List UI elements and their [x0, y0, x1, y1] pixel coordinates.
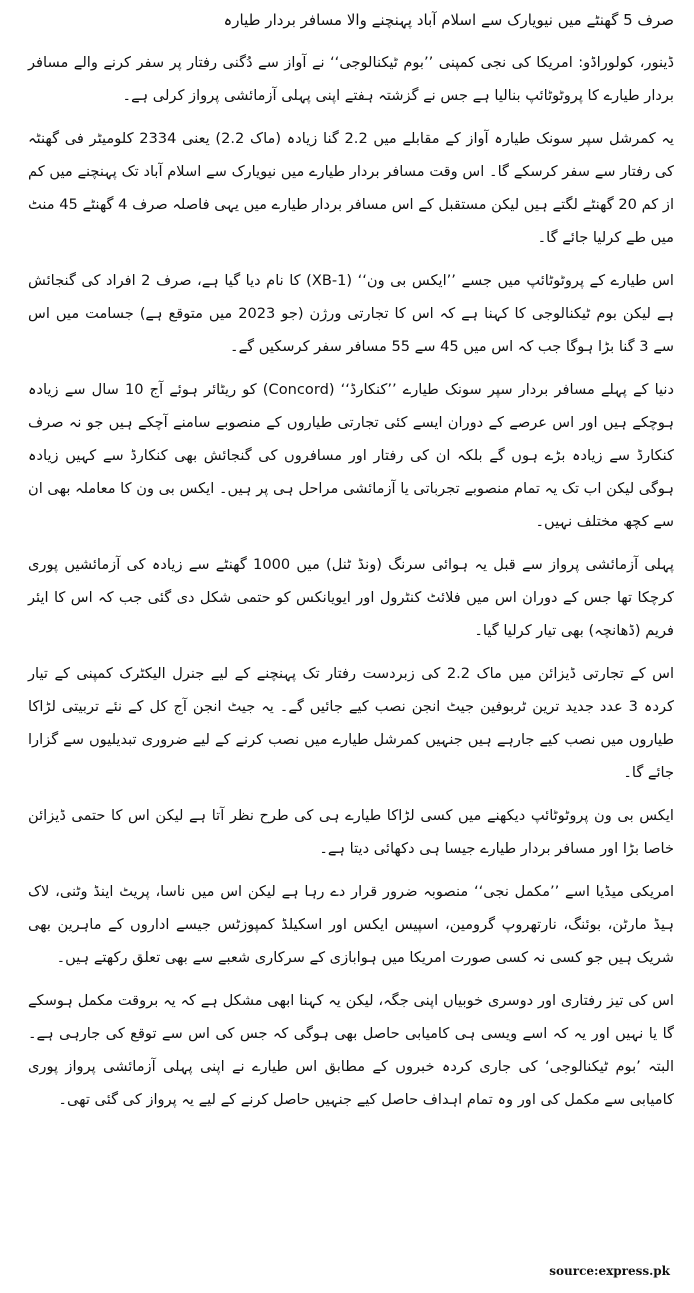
article-paragraph: امریکی میڈیا اسے ’’مکمل نجی‘‘ منصوبہ ضرور قرار دے رہا ہے لیکن اس میں ناسا، پریٹ اینڈ وٹنی، لاک ہیڈ مارٹن، بوئنگ، نارتھروپ گرومین، اسپیس ایکس اور اسکیلڈ کمپوزٹس جیسے اداروں کے ماہرین بھی شریک ہیں جو کسی نہ کسی صورت امریکا میں ہوابازی کے سرکاری شعبے سے بھی تعلق رکھتے ہیں۔ [28, 883, 674, 966]
article-paragraph: اس کی تیز رفتاری اور دوسری خوبیاں اپنی جگہ، لیکن یہ کہنا ابھی مشکل ہے کہ یہ بروقت مکمل ہوسکے گا یا نہیں اور یہ کہ اسے ویسی ہی کامیابی حاصل بھی ہوگی کہ جس کی اس سے توقع کی جارہی ہے۔ البتہ ’بوم ٹیکنالوجی‘ کی جاری کردہ خبروں کے مطابق اس طیارے نے اپنی پہلی آزمائشی پرواز پوری کامیابی سے مکمل کی اور وہ تمام اہداف حاصل کیے جنہیں حاصل کرنے کے لیے یہ پرواز کی گئی تھی۔ [28, 992, 675, 1108]
article-paragraph: پہلی آزمائشی پرواز سے قبل یہ ہوائی سرنگ (ونڈ ٹنل) میں 1000 گھنٹے سے زیادہ کی آزمائشیں پوری کرچکا تھا جس کے دوران اس میں فلائٹ کنٹرول اور ایویانکس کو حتمی شکل دی گئی جب کہ اس کا ایئر فریم (ڈھانچہ) بھی تیار کرلیا گیا۔ [28, 556, 674, 639]
article-paragraph: اس کے تجارتی ڈیزائن میں ماک 2.2 کی زبردست رفتار تک پہنچنے کے لیے جنرل الیکٹرک کمپنی کے تیار کردہ 3 عدد جدید ترین ٹربوفین جیٹ انجن نصب کیے جائیں گے۔ یہ جیٹ انجن آج کل کے نئے تربیتی لڑاکا طیاروں میں نصب کیے جارہے ہیں جنہیں کمرشل طیارے میں نصب کرنے کے لیے ضروری تبدیلیوں سے گزارا جائے گا۔ [28, 665, 674, 781]
article-paragraph: ایکس بی ون پروٹوٹائپ دیکھنے میں کسی لڑاکا طیارے ہی کی طرح نظر آتا ہے لیکن اس کا حتمی ڈیزائن خاصا بڑا اور مسافر بردار طیارے جیسا ہی دکھائی دیتا ہے۔ [28, 807, 674, 857]
source-credit: source:express.pk [549, 1264, 670, 1278]
article-paragraph: دنیا کے پہلے مسافر بردار سپر سونک طیارے ’’کنکارڈ‘‘ (Concord) کو ریٹائر ہوئے آج 10 سال سے زیادہ ہوچکے ہیں اور اس عرصے کے دوران ایسے کئی تجارتی طیاروں کے منصوبے سامنے آچکے ہیں جو نہ صرف کنکارڈ سے زیادہ بڑے ہوں گے بلکہ ان کی رفتار اور مسافروں کی گنجائش بھی کنکارڈ سے کہیں زیادہ ہوگی لیکن اب تک یہ تمام منصوبے تجرباتی یا آزمائشی مراحل ہی پر ہیں۔ ایکس بی ون کا معاملہ بھی ان سے کچھ مختلف نہیں۔ [28, 381, 674, 530]
article-paragraph: اس طیارے کے پروٹوٹائپ میں جسے ’’ایکس بی ون‘‘ (XB-1) کا نام دیا گیا ہے، صرف 2 افراد کی گنجائش ہے لیکن بوم ٹیکنالوجی کا کہنا ہے کہ اس کا تجارتی ورژن (جو 2023 میں متوقع ہے) جسامت میں اس سے 3 گنا بڑا ہوگا جب کہ اس میں 45 سے 55 مسافر سفر کرسکیں گے۔ [28, 272, 674, 355]
article [28, 4, 674, 1126]
article-headline: صرف 5 گھنٹے میں نیویارک سے اسلام آباد پہنچنے والا مسافر بردار طیارہ [223, 11, 674, 29]
article-paragraph: ڈینور، کولوراڈو: امریکا کی نجی کمپنی ’’بوم ٹیکنالوجی‘‘ نے آواز سے دُگنی رفتار پر سفر کرنے والے مسافر بردار طیارے کا پروٹوٹائپ بنالیا ہے جس نے گزشتہ ہفتے اپنی پہلی آزمائشی پرواز کرلی ہے۔ [28, 54, 674, 104]
article-paragraph: یہ کمرشل سپر سونک طیارہ آواز کے مقابلے میں 2.2 گنا زیادہ (ماک 2.2) یعنی 2334 کلومیٹر فی گھنٹہ کی رفتار سے سفر کرسکے گا۔ اس وقت مسافر بردار طیارے میں نیویارک سے اسلام آباد تک پہنچنے میں کم از کم 20 گھنٹے لگتے ہیں لیکن مستقبل کے اس مسافر بردار طیارے میں یہی فاصلہ صرف 4 گھنٹے 45 منٹ میں طے کرلیا جائے گا۔ [28, 130, 675, 246]
